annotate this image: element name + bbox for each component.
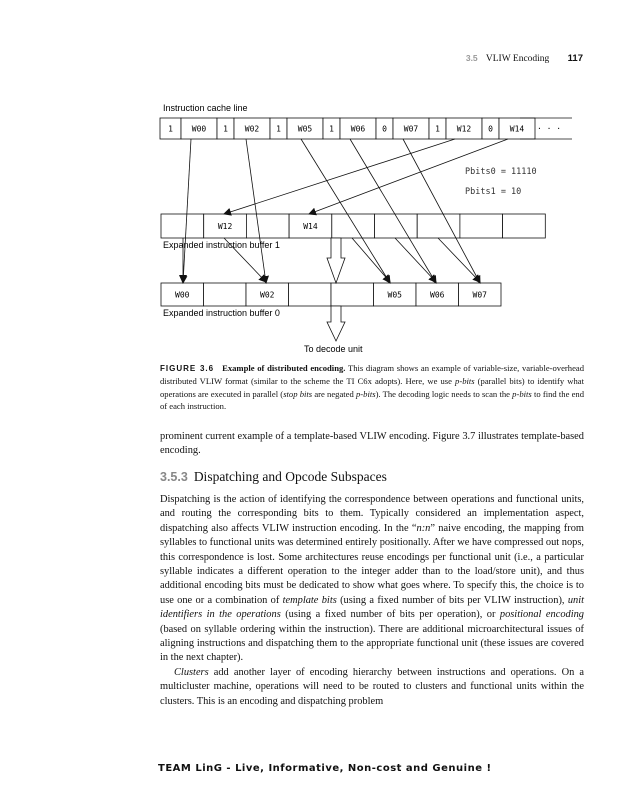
p1-em-1: n:n (416, 522, 431, 534)
caption-em-2: stop bits (283, 388, 313, 399)
cache-cell-text-5: W05 (297, 124, 313, 134)
section-heading (160, 469, 387, 485)
pbits1-label: Pbits1 = 10 (465, 187, 522, 197)
cache-cell-text-8: 0 (382, 124, 387, 134)
cache-line-row (160, 118, 535, 139)
buffer1-cell-4 (332, 214, 375, 238)
buffer0-cell-1 (204, 283, 247, 306)
buffer0-cell-text-5: W05 (387, 290, 402, 300)
paragraph-clusters (160, 666, 584, 709)
p1-em-2: template bits (282, 594, 337, 606)
buffer0-cell-4 (331, 283, 374, 306)
hollow-arrow-2 (327, 306, 345, 341)
arrow-w00 (183, 139, 191, 283)
caption-em-1: p-bits (455, 376, 475, 387)
pbits0-label: Pbits0 = 11110 (465, 167, 537, 177)
p1-text-4: (using a fixed number of bits per operation), or (280, 609, 500, 621)
p2-em-1: Clusters (174, 666, 209, 678)
cache-line-label: Instruction cache line (163, 103, 248, 113)
arrow-buf1-c (352, 238, 390, 282)
arrow-buf1-d (395, 238, 436, 282)
paragraph-dispatching (160, 493, 584, 666)
cache-cell-text-3: W02 (244, 124, 260, 134)
cache-cell-text-6: 1 (329, 124, 334, 134)
caption-title: Example of distributed encoding. (222, 363, 346, 373)
cache-cell-text-13: W14 (509, 124, 525, 134)
arrow-w06 (350, 139, 436, 283)
p1-em-3: unit identifiers in the operations (160, 594, 584, 621)
caption-text-5: to find the end of each instruction. (160, 388, 585, 412)
buffer0-cell-text-7: W07 (472, 290, 487, 300)
cache-cell-text-0: 1 (168, 124, 173, 134)
cache-cell-text-4: 1 (276, 124, 281, 134)
buffer1-cell-2 (246, 214, 289, 238)
caption-text-3: are negated (312, 388, 356, 399)
cache-ellipsis: · · · (537, 124, 562, 133)
intro-paragraph: prominent current example of a template-based VLIW encoding. Figure 3.7 illustrates template-based encoding. (160, 431, 584, 457)
buffer1-cell-0 (161, 214, 204, 238)
buffer0-row (161, 283, 501, 306)
footer-banner: TEAM LinG - Live, Informative, Non-cost and Genuine ! (158, 763, 492, 774)
p2-text-1: add another layer of encoding hierarchy between instructions and operations. On a multicluster machine, operations will need to be routed to clusters and functional units within the clusters. This is an encoding and dispatching problem (160, 666, 584, 707)
figure-caption (160, 362, 584, 413)
caption-text-2: (parallel bits) to identify what operations are executed in parallel ( (160, 376, 584, 399)
arrow-w07 (403, 139, 480, 283)
caption-text-1: This diagram shows an example of variable-size, variable-overhead distributed VLIW format (similar to the scheme the TI C6x adopts). Here, we use (160, 363, 585, 387)
arrow-w05 (301, 139, 390, 283)
section-number: 3.5.3 (160, 470, 188, 484)
buffer1-cell-5 (375, 214, 418, 238)
decode-label: To decode unit (304, 344, 363, 354)
arrow-buf1-e (438, 238, 480, 282)
hollow-arrow-1 (327, 238, 345, 283)
caption-em-4: p-bits (512, 388, 532, 399)
buffer1-cell-text-3: W14 (303, 222, 318, 231)
running-head-title: VLIW Encoding (485, 54, 550, 64)
running-head-section: 3.5 (465, 53, 478, 63)
distributed-encoding-figure (0, 0, 635, 360)
buffer1-cell-text-1: W12 (217, 222, 233, 231)
p1-em-4: positional encoding (499, 609, 584, 621)
cache-cell-text-2: 1 (223, 124, 228, 134)
section-title: Dispatching and Opcode Subspaces (193, 469, 387, 484)
caption-text-4: ). The decoding logic needs to scan the (375, 388, 513, 399)
p1-text-1: Dispatching is the action of identifying the correspondence between operations and functional units, and routing the corresponding bits to them. Typically considered an implementation aspect, dispatching also affects VLIW instruction encoding. In the “ (160, 494, 584, 534)
cache-cell-text-10: 1 (435, 124, 440, 134)
buffer0-cell-text-2: W02 (260, 290, 275, 300)
page-number: 117 (567, 53, 583, 64)
p1-text-2: ” naive encoding, the mapping from syllables to functional units was determined entirely positionally. After we have compressed out nops, this correspondence is lost. Some architectures reuse encodings per functional unit (i.e., a particular syllable indicates a different operation to the integer adder than to the load/store unit), and thus additional encoding bits must be dedicated to show what goes where. To specify this, the choice is to use one or a combination of (160, 522, 584, 606)
cache-cell-text-11: W12 (456, 124, 472, 134)
buffer1-row (161, 214, 545, 238)
buffer1-cell-8 (503, 214, 546, 238)
buffer0-cell-3 (289, 283, 332, 306)
buffer0-cell-text-6: W06 (430, 290, 445, 300)
cache-cell-text-1: W00 (191, 124, 207, 134)
section-body (160, 493, 584, 709)
buffer1-cell-6 (417, 214, 460, 238)
buffer1-label: Expanded instruction buffer 1 (163, 240, 280, 250)
buffer0-label: Expanded instruction buffer 0 (163, 308, 280, 318)
cache-cell-text-12: 0 (488, 124, 493, 134)
buffer1-cell-7 (460, 214, 503, 238)
p1-text-5: (based on syllable ordering within the instruction). There are additional microarchitectural issues of aligning instructions and dispatching them to the appropriate functional unit (these issues are covered in the next chapter). (160, 623, 584, 664)
p1-text-3: (using a fixed number of bits per VLIW instruction), (336, 594, 568, 606)
cache-cell-text-9: W07 (403, 124, 419, 134)
arrow-w02 (246, 139, 266, 283)
caption-label: FIGURE 3.6 (160, 364, 215, 373)
buffer0-cell-text-0: W00 (175, 290, 190, 300)
cache-cell-text-7: W06 (350, 124, 366, 134)
caption-em-3: p-bits (355, 388, 376, 399)
